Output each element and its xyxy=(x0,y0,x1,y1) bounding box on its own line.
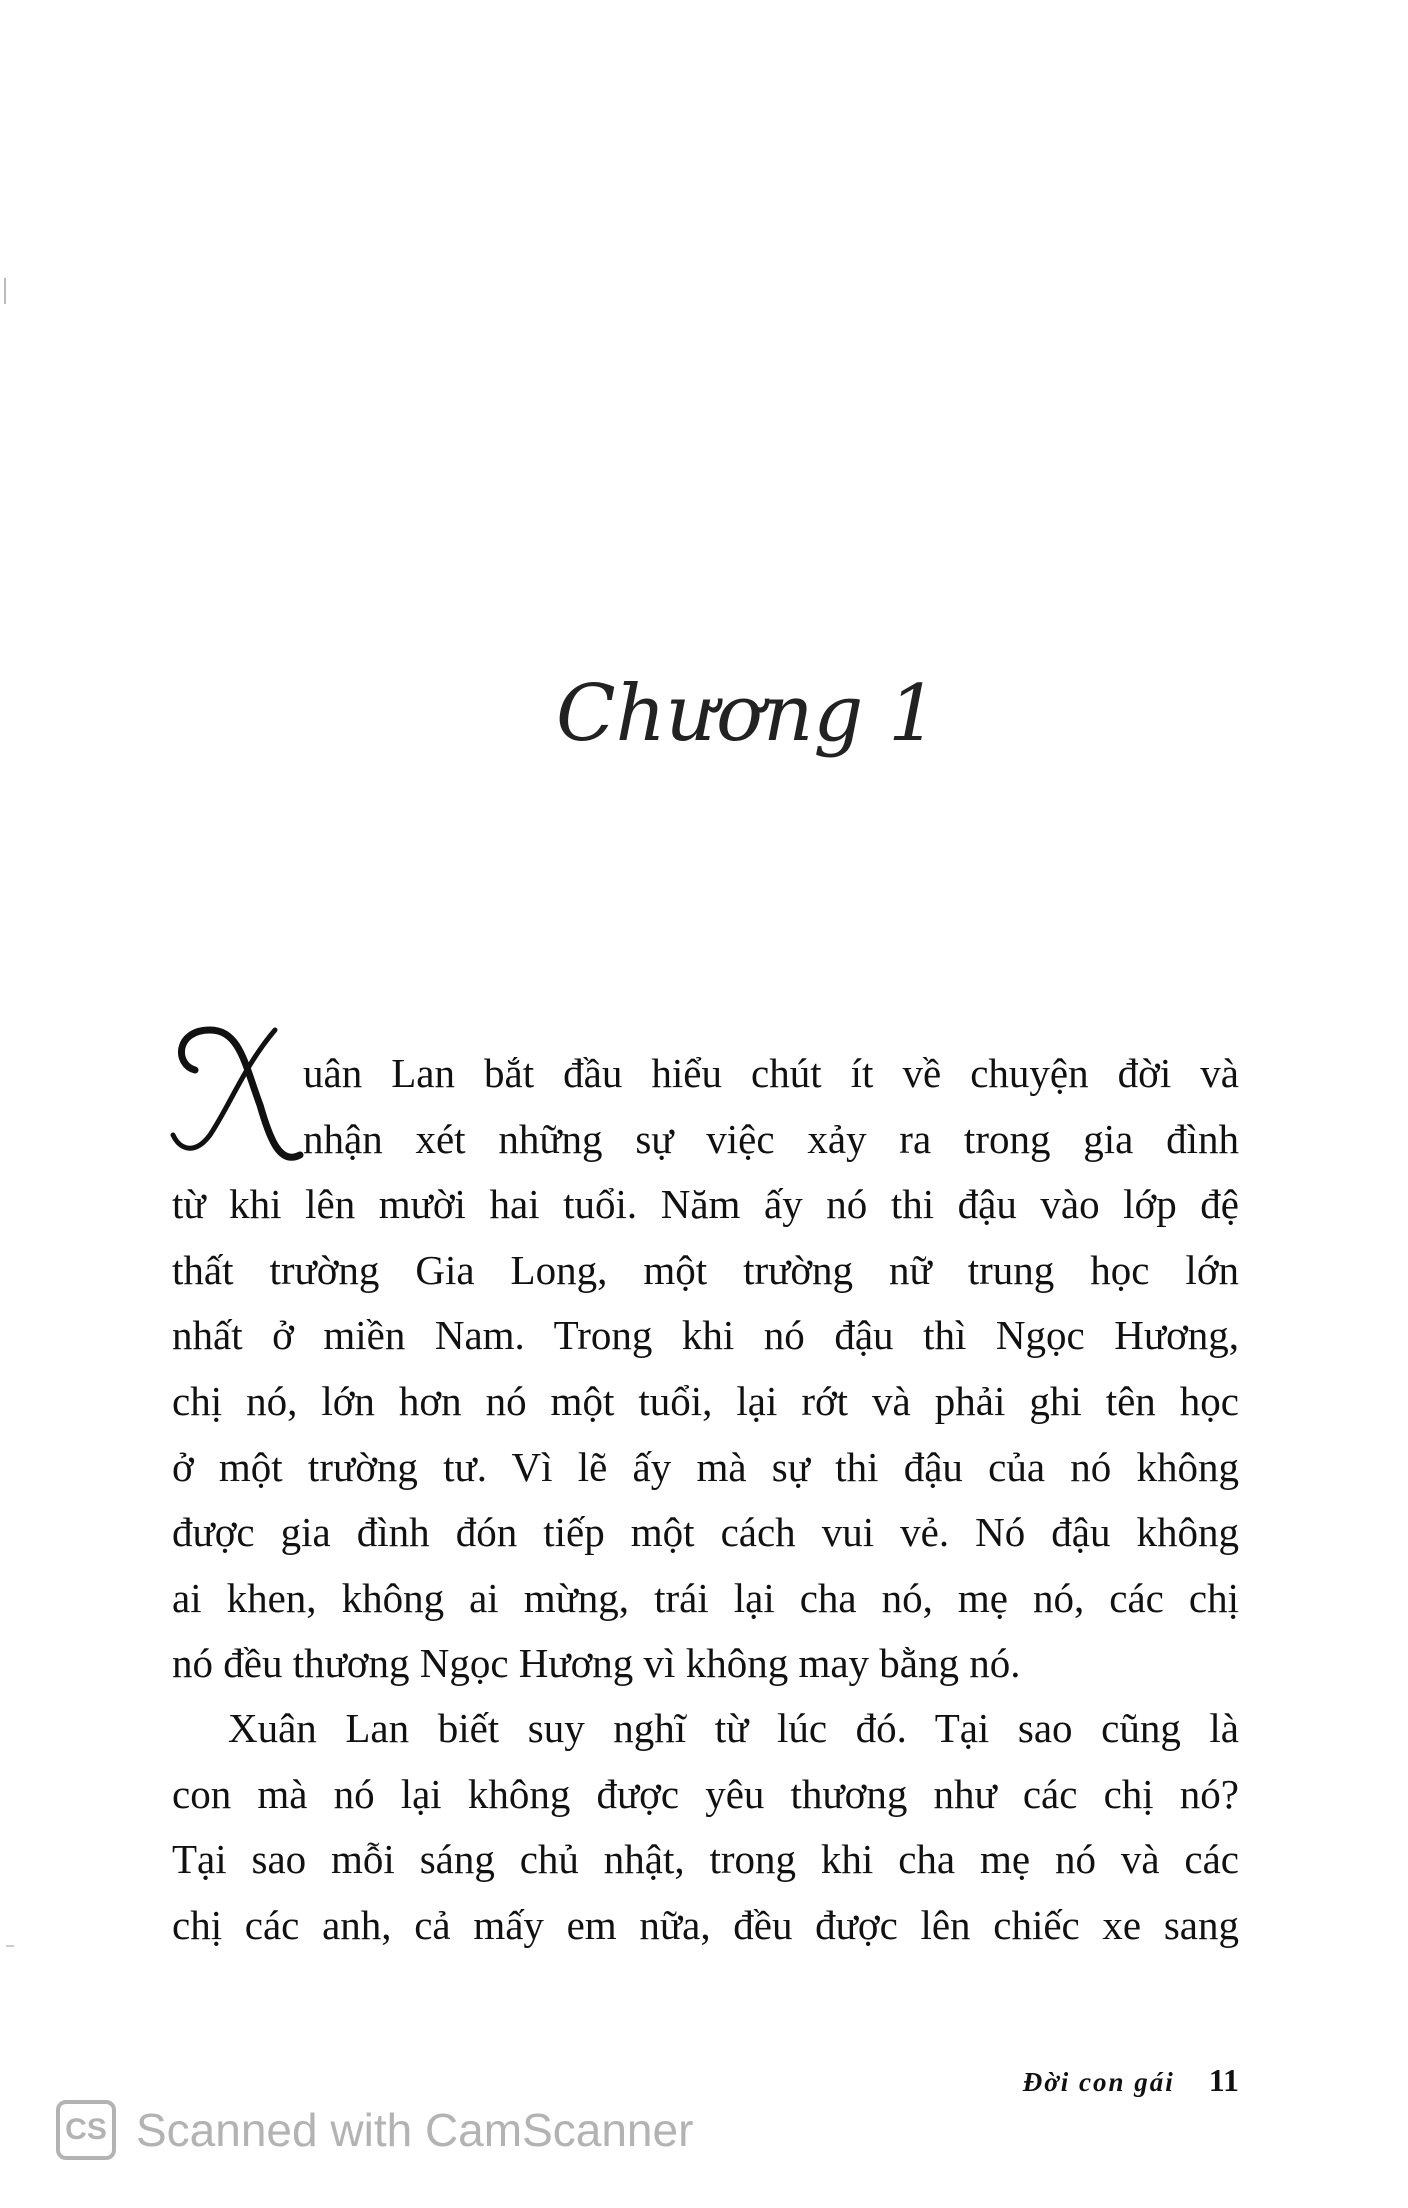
text-line: chị các anh, cả mấy em nữa, đều được lên chiếc xe sang xyxy=(172,1901,1239,1948)
camscanner-logo-icon: CS xyxy=(56,2100,116,2160)
scan-artifact xyxy=(6,1945,14,1947)
text-line: ai khen, không ai mừng, trái lại cha nó, mẹ nó, các chị xyxy=(172,1574,1239,1621)
chapter-heading xyxy=(556,660,938,780)
text-line: được gia đình đón tiếp một cách vui vẻ. Nó đậu không xyxy=(172,1509,1239,1556)
book-title: Đời con gái xyxy=(1022,2067,1175,2097)
camscanner-watermark xyxy=(56,2100,693,2160)
text-line: thất trường Gia Long, một trường nữ trung học lớn xyxy=(172,1246,1239,1293)
chapter-heading-text: Chương 1 xyxy=(556,669,938,759)
paragraph-1 xyxy=(172,1041,1239,1697)
text-line: nó đều thương Ngọc Hương vì không may bằng nó. xyxy=(172,1640,1021,1687)
text-line: con mà nó lại không được yêu thương như các chị nó? xyxy=(172,1770,1239,1817)
scan-artifact xyxy=(4,278,6,304)
text-line: Xuân Lan biết suy nghĩ từ lúc đó. Tại sao cũng là xyxy=(228,1705,1239,1751)
text-line: chị nó, lớn hơn nó một tuổi, lại rớt và phải ghi tên học xyxy=(172,1377,1239,1424)
text-line: Tại sao mỗi sáng chủ nhật, trong khi cha mẹ nó và các xyxy=(172,1836,1239,1883)
text-line: nhận xét những sự việc xảy ra trong gia đình xyxy=(303,1115,1239,1162)
page-number: 11 xyxy=(1208,2062,1239,2098)
paragraph-2 xyxy=(172,1696,1239,1958)
text-line: uân Lan bắt đầu hiểu chút ít về chuyện đời và xyxy=(303,1050,1239,1096)
text-line: từ khi lên mười hai tuổi. Năm ấy nó thi đậu vào lớp đệ xyxy=(172,1181,1239,1228)
watermark-text: Scanned with CamScanner xyxy=(136,2104,694,2156)
page-footer xyxy=(1023,2062,1239,2099)
text-line: nhất ở miền Nam. Trong khi nó đậu thì Ngọc Hương, xyxy=(172,1312,1239,1359)
text-line: ở một trường tư. Vì lẽ ấy mà sự thi đậu của nó không xyxy=(172,1443,1239,1490)
